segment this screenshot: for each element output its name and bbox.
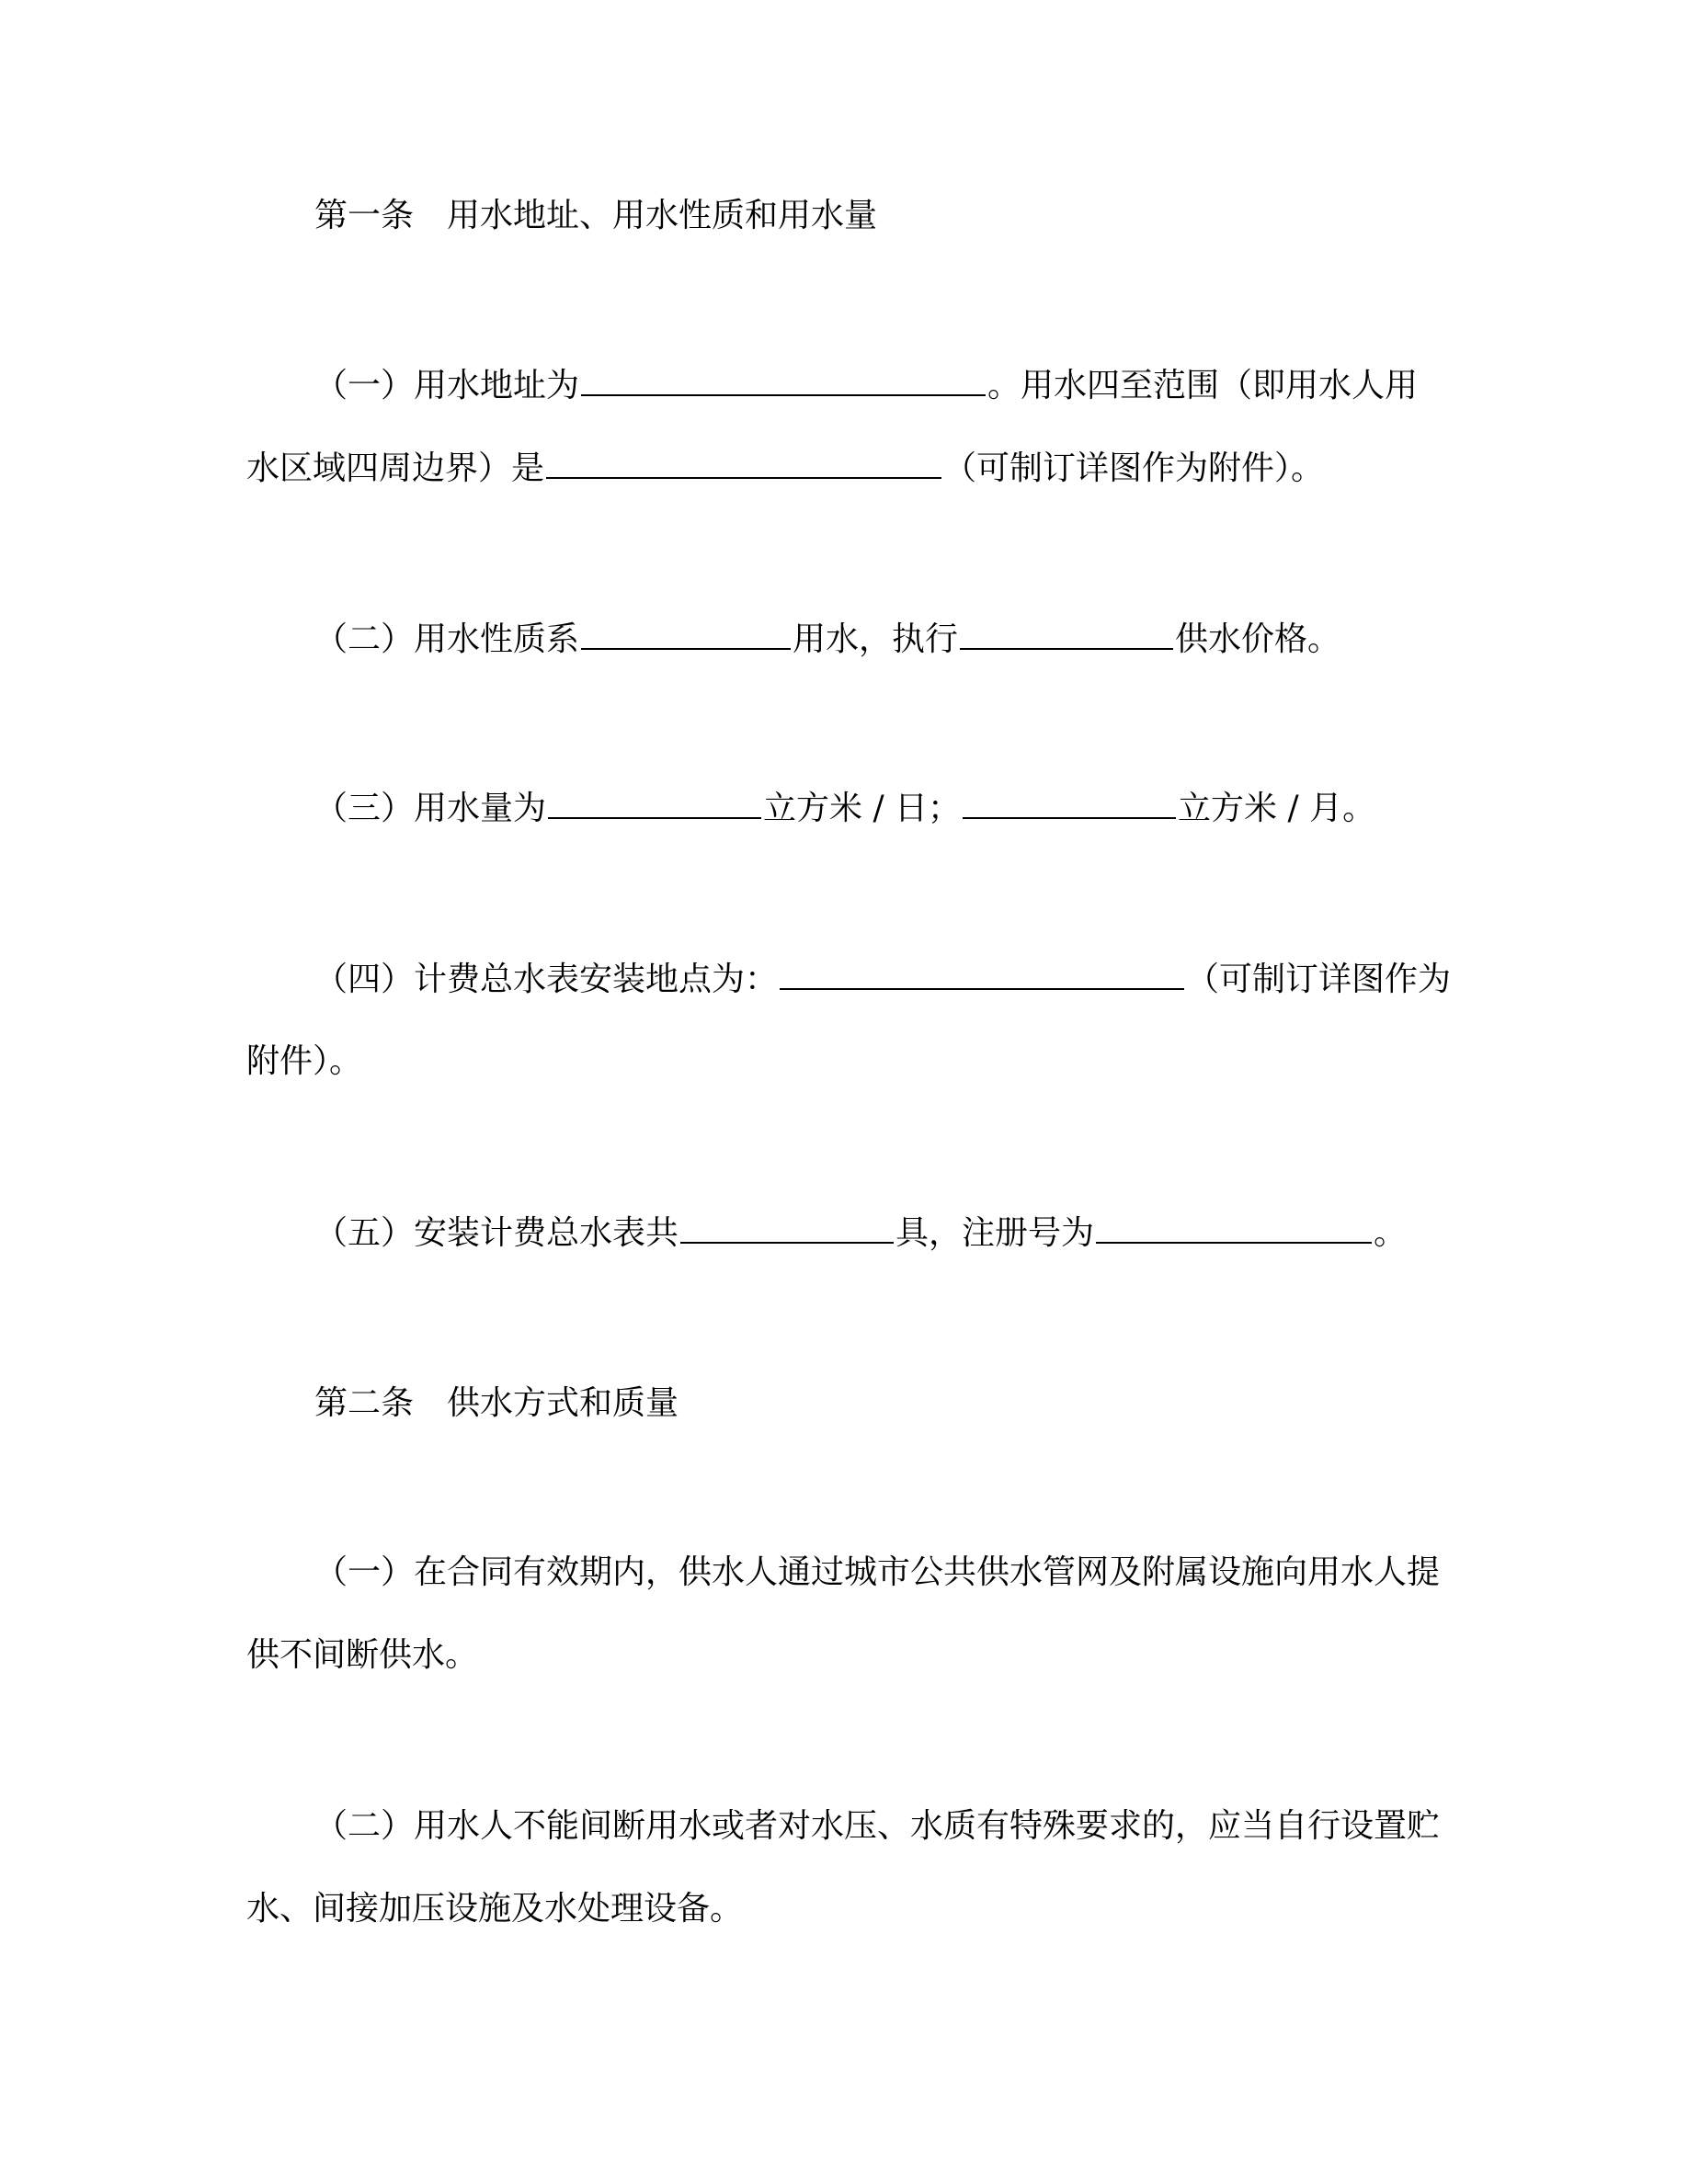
article-1-item-5 — [314, 1212, 1407, 1253]
fill-blank-registration-number[interactable] — [1096, 1212, 1372, 1244]
text-segment: （三）用水量为 — [314, 790, 547, 827]
text-segment: （五）安装计费总水表共 — [314, 1214, 679, 1252]
article-1-heading: 第一条 用水地址、用水性质和用水量 — [314, 197, 878, 234]
fill-blank-address[interactable] — [581, 365, 986, 396]
text-segment: 立方米 / 日； — [763, 790, 962, 827]
text-segment: （可制订详图作为 — [1186, 961, 1452, 998]
article-1-item-3 — [314, 788, 1375, 828]
text-segment: 。用水四至范围（即用水人用 — [987, 367, 1419, 404]
article-1-item-4-line-1 — [314, 959, 1451, 999]
text-segment: 供水价格。 — [1175, 620, 1341, 658]
text-segment: （二）用水性质系 — [314, 620, 580, 658]
fill-blank-daily-volume[interactable] — [548, 788, 761, 819]
text-segment: 具，注册号为 — [895, 1214, 1095, 1252]
fill-blank-price-type[interactable] — [960, 619, 1173, 650]
text-segment: （一）用水地址为 — [314, 367, 580, 404]
text-segment: （可制订详图作为附件）。 — [943, 449, 1325, 487]
article-1-item-4-line-2: 附件）。 — [246, 1042, 363, 1080]
article-2-item-2-line-2: 水、间接加压设施及水处理设备。 — [246, 1890, 744, 1928]
fill-blank-meter-count[interactable] — [680, 1212, 894, 1244]
article-1-item-1-line-2 — [246, 448, 1324, 488]
article-1-item-1-line-1 — [314, 365, 1418, 405]
article-2-item-1-line-1: （一）在合同有效期内，供水人通过城市公共供水管网及附属设施向用水人提 — [314, 1553, 1441, 1591]
article-1-item-2 — [314, 619, 1340, 659]
text-segment: （四）计费总水表安装地点为： — [314, 961, 779, 998]
fill-blank-meter-location[interactable] — [780, 959, 1184, 990]
article-2-item-1-line-2: 供不间断供水。 — [246, 1636, 479, 1674]
fill-blank-monthly-volume[interactable] — [963, 788, 1176, 819]
fill-blank-water-nature[interactable] — [581, 619, 791, 650]
fill-blank-boundary[interactable] — [546, 448, 941, 479]
article-2-heading: 第二条 供水方式和质量 — [314, 1384, 679, 1422]
text-segment: 。 — [1374, 1214, 1408, 1252]
text-segment: 立方米 / 月。 — [1178, 790, 1376, 827]
text-segment: 用水，执行 — [793, 620, 959, 658]
article-2-item-2-line-1: （二）用水人不能间断用水或者对水压、水质有特殊要求的，应当自行设置贮 — [314, 1807, 1441, 1845]
text-segment: 水区域四周边界）是 — [246, 449, 545, 487]
